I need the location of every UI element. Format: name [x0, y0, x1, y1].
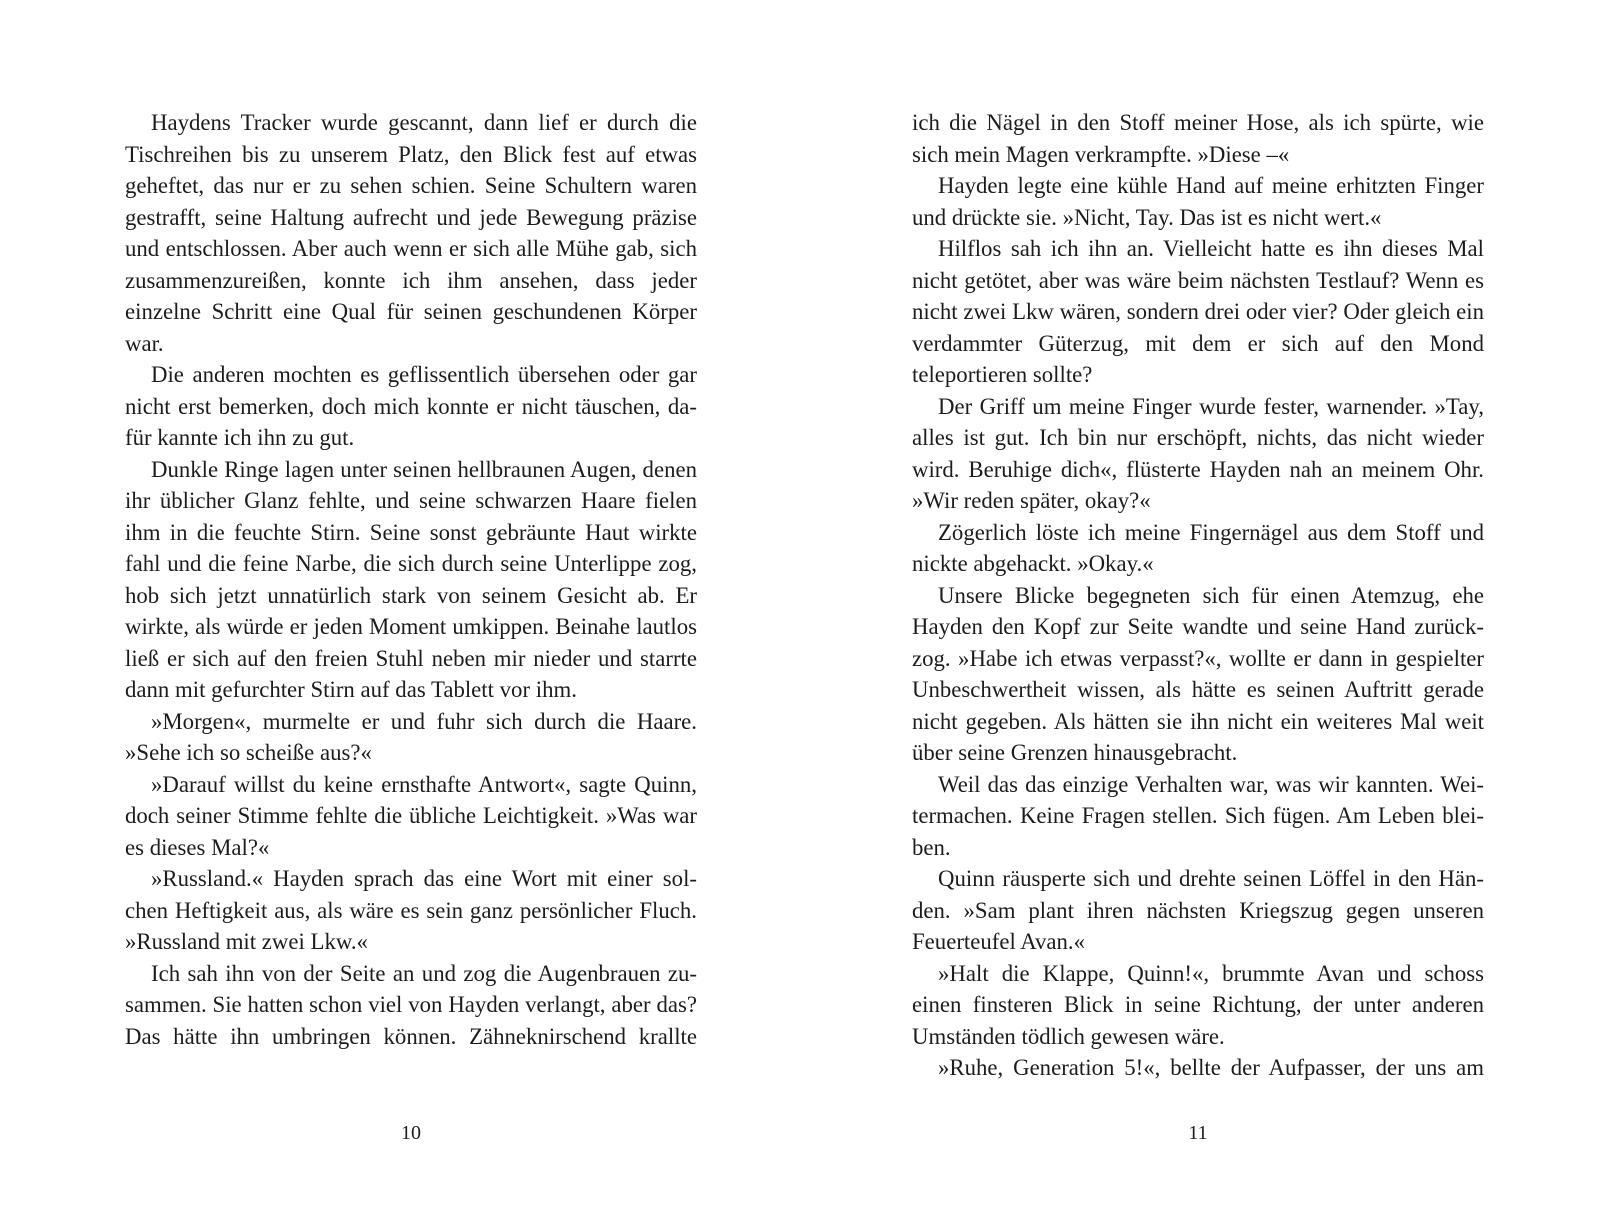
paragraph: »Halt die Klappe, Quinn!«, brummte Avan und schoss einen finsteren Blick in seine Richtung, der unter anderen Umständen tödlich gewesen wäre.: [912, 960, 1484, 1049]
page-number-left: 10: [401, 1122, 421, 1144]
paragraph: »Morgen«, murmelte er und fuhr sich durch die Haare. »Sehe ich so scheiße aus?«: [125, 708, 697, 765]
paragraph: Hayden legte eine kühle Hand auf meine erhitzten Finger und drückte sie. »Nicht, Tay. Das ist es nicht wert.«: [912, 173, 1484, 230]
paragraph: Weil das das einzige Verhalten war, was wir kannten. Weitermachen. Keine Fragen stellen. Sich fügen. Am Leben bleiben.: [912, 771, 1484, 860]
left-page: [125, 107, 697, 1052]
paragraph: Der Griff um meine Finger wurde fester, warnender. »Tay, alles ist gut. Ich bin nur erschöpft, nichts, das nicht wieder wird. Beruhige dich«, flüsterte Hayden nah an meinem Ohr. »Wir reden später, okay?«: [912, 393, 1484, 513]
paragraph: Hilflos sah ich ihn an. Vielleicht hatte es ihn dieses Mal nicht getötet, aber was wäre beim nächsten Testlauf? Wenn es nicht zwei Lkw wären, sondern drei oder vier? Oder gleich ein verdammter Güterzug, mit dem er sich auf den Mond teleportieren sollte?: [912, 236, 1484, 387]
paragraph: Haydens Tracker wurde gescannt, dann lief er durch die Tischreihen bis zu unserem Platz, den Blick fest auf etwas geheftet, das nur er zu sehen schien. Seine Schultern waren gestrafft, seine Haltung aufrecht und jede Bewegung präzise und entschlossen. Aber auch wenn er sich alle Mühe gab, sich zusammenzureißen, konnte ich ihm ansehen, dass jeder einzelne Schritt eine Qual für seinen geschundenen Körper war.: [125, 110, 697, 356]
paragraph: Die anderen mochten es geflissentlich übersehen oder gar nicht erst bemerken, doch mich konnte er nicht täuschen, dafür kannte ich ihn zu gut.: [125, 362, 697, 450]
paragraph: Unsere Blicke begegneten sich für einen Atemzug, ehe Hayden den Kopf zur Seite wandte und seine Hand zurückzog. »Habe ich etwas verpasst?«, wollte er dann in gespielter Unbeschwertheit wissen, als hätte es seinen Auftritt gerade nicht gegeben. Als hätten sie ihn nicht ein weiteres Mal weit über seine Grenzen hinausgebracht.: [912, 582, 1484, 765]
paragraph: Quinn räusperte sich und drehte seinen Löffel in den Händen. »Sam plant ihren nächsten Kriegszug gegen unseren Feuerteufel Avan.«: [912, 866, 1484, 954]
page-number-right: 11: [1188, 1122, 1208, 1144]
paragraph: »Ruhe, Generation 5!«, bellte der Aufpasser, der uns am: [938, 1055, 1484, 1080]
right-page: [912, 107, 1484, 1084]
paragraph: Dunkle Ringe lagen unter seinen hellbraunen Augen, denen ihr üblicher Glanz fehlte, und seine schwarzen Haare fielen ihm in die feuchte Stirn. Seine sonst gebräunte Haut wirkte fahl und die feine Narbe, die sich durch seine Unterlippe zog, hob sich jetzt unnatürlich stark von seinem Gesicht ab. Er wirkte, als würde er jeden Moment umkippen. Beinahe lautlos ließ er sich auf den freien Stuhl neben mir nieder und starrte dann mit gefurchter Stirn auf das Tablett vor ihm.: [125, 456, 697, 702]
paragraph: ich die Nägel in den Stoff meiner Hose, als ich spürte, wie sich mein Magen verkrampfte. »Diese –«: [912, 110, 1484, 167]
paragraph: »Darauf willst du keine ernsthafte Antwort«, sagte Quinn, doch seiner Stimme fehlte die übliche Leichtigkeit. »Was war es dieses Mal?«: [125, 771, 697, 860]
paragraph: »Russland.« Hayden sprach das eine Wort mit einer solchen Heftigkeit aus, als wäre es sein ganz persönlicher Fluch. »Russland mit zwei Lkw.«: [125, 866, 697, 954]
paragraph: Ich sah ihn von der Seite an und zog die Augenbrauen zusammen. Sie hatten schon viel von Hayden verlangt, aber das? Das hätte ihn umbringen können. Zähneknirschend krallte: [125, 960, 697, 1049]
paragraph: Zögerlich löste ich meine Fingernägel aus dem Stoff und nickte abgehackt. »Okay.«: [912, 519, 1484, 576]
